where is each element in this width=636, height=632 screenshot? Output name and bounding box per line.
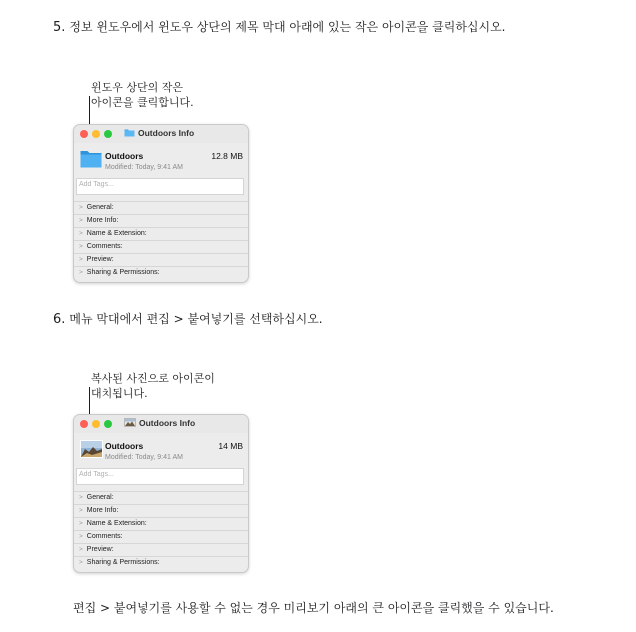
footnote: 편집 > 붙여넣기를 사용할 수 없는 경우 미리보기 아래의 큰 아이콘을 클릭했을 수 있습니다.: [73, 601, 554, 615]
section-comments[interactable]: [74, 240, 248, 253]
step-6-text: 메뉴 막대에서 편집 > 붙여넣기를 선택하십시오.: [69, 312, 323, 326]
file-size: 14 MB: [218, 441, 243, 451]
title-bar[interactable]: [74, 415, 248, 433]
window-title: [124, 418, 195, 430]
section-name-extension[interactable]: [74, 517, 248, 530]
section-label: Preview:: [86, 256, 114, 263]
step-5-text: 정보 윈도우에서 윈도우 상단의 제목 막대 아래에 있는 작은 아이콘을 클릭하십시오.: [69, 20, 506, 34]
chevron-right-icon: >: [79, 507, 83, 514]
step-5-number: 5.: [53, 20, 66, 35]
section-preview[interactable]: [74, 253, 248, 266]
section-sharing-permissions[interactable]: [74, 266, 248, 279]
tags-field[interactable]: Add Tags...: [76, 468, 244, 485]
photo-icon[interactable]: [80, 440, 103, 463]
chevron-right-icon: >: [79, 230, 83, 237]
section-more-info[interactable]: [74, 504, 248, 517]
section-more-info[interactable]: [74, 214, 248, 227]
info-sections: [74, 201, 248, 279]
window-title-text: Outdoors Info: [138, 128, 195, 138]
section-label: More Info:: [86, 217, 119, 224]
section-general[interactable]: [74, 201, 248, 214]
chevron-right-icon: >: [79, 533, 83, 540]
section-label: More Info:: [86, 507, 119, 514]
section-comments[interactable]: [74, 530, 248, 543]
step-5: [53, 19, 506, 36]
section-label: Comments:: [86, 243, 123, 250]
photo-icon[interactable]: [124, 418, 136, 430]
callout-2: [91, 371, 215, 401]
section-label: General:: [86, 494, 114, 501]
callout-1-line-1: 윈도우 상단의 작은: [91, 81, 184, 94]
chevron-right-icon: >: [79, 217, 83, 224]
chevron-right-icon: >: [79, 520, 83, 527]
info-header: [74, 143, 248, 177]
section-label: Sharing & Permissions:: [86, 269, 160, 276]
close-button[interactable]: [80, 420, 88, 428]
tags-field[interactable]: Add Tags...: [76, 178, 244, 195]
chevron-right-icon: >: [79, 269, 83, 276]
window-title-text: Outdoors Info: [139, 418, 196, 428]
step-6-number: 6.: [53, 312, 66, 327]
zoom-button[interactable]: [104, 130, 112, 138]
chevron-right-icon: >: [79, 546, 83, 553]
section-sharing-permissions[interactable]: [74, 556, 248, 569]
info-window-2: [73, 414, 249, 573]
section-label: Sharing & Permissions:: [86, 559, 160, 566]
step-6: [53, 311, 323, 328]
chevron-right-icon: >: [79, 494, 83, 501]
section-label: Comments:: [86, 533, 123, 540]
callout-1-line-2: 아이콘을 클릭합니다.: [91, 96, 194, 109]
close-button[interactable]: [80, 130, 88, 138]
folder-icon[interactable]: [80, 150, 102, 173]
folder-icon[interactable]: [124, 128, 135, 140]
section-name-extension[interactable]: [74, 227, 248, 240]
section-label: General:: [86, 204, 114, 211]
file-name: Outdoors: [105, 151, 144, 161]
file-size: 12.8 MB: [211, 151, 243, 161]
callout-1: [91, 80, 194, 110]
title-bar[interactable]: [74, 125, 248, 143]
section-general[interactable]: [74, 491, 248, 504]
chevron-right-icon: >: [79, 559, 83, 566]
info-header: [74, 433, 248, 467]
zoom-button[interactable]: [104, 420, 112, 428]
chevron-right-icon: >: [79, 204, 83, 211]
section-preview[interactable]: [74, 543, 248, 556]
modified-date: Modified: Today, 9:41 AM: [105, 454, 183, 461]
minimize-button[interactable]: [92, 420, 100, 428]
info-window-1: [73, 124, 249, 283]
minimize-button[interactable]: [92, 130, 100, 138]
section-label: Name & Extension:: [86, 520, 147, 527]
callout-2-line-1: 복사된 사진으로 아이콘이: [91, 372, 215, 385]
section-label: Name & Extension:: [86, 230, 147, 237]
window-title: [124, 128, 194, 140]
chevron-right-icon: >: [79, 243, 83, 250]
chevron-right-icon: >: [79, 256, 83, 263]
info-sections: [74, 491, 248, 569]
file-name: Outdoors: [105, 441, 144, 451]
callout-2-line-2: 대치됩니다.: [91, 387, 148, 400]
section-label: Preview:: [86, 546, 114, 553]
modified-date: Modified: Today, 9:41 AM: [105, 164, 183, 171]
